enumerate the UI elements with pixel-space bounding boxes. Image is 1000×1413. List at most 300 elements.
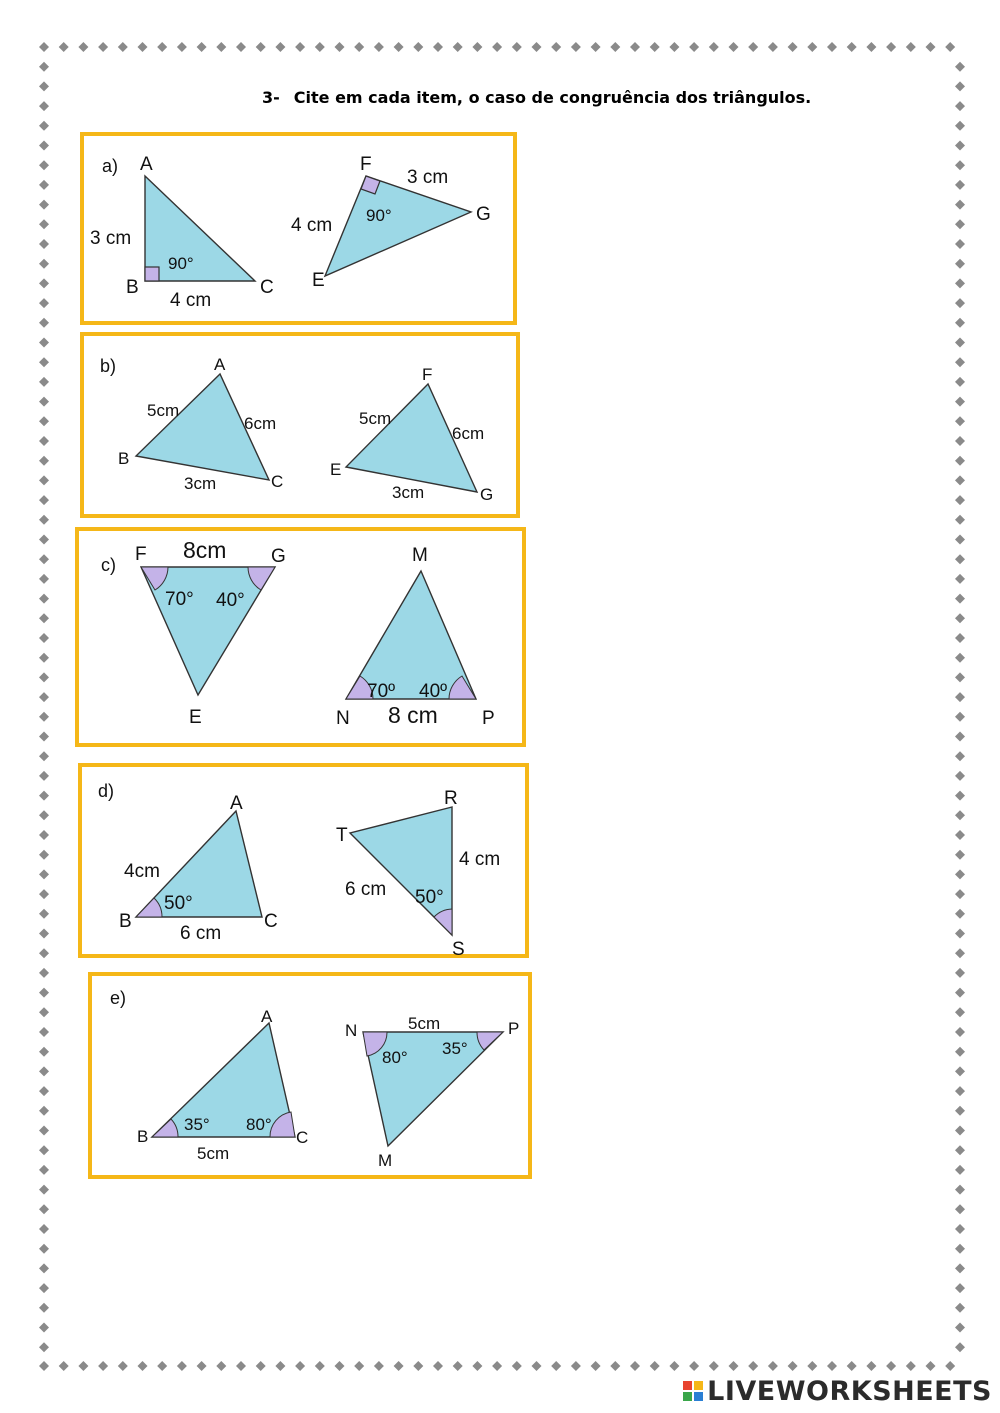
frame-diamond (98, 42, 108, 52)
frame-diamond (492, 42, 502, 52)
frame-diamond (955, 160, 965, 170)
frame-diamond (39, 771, 49, 781)
frame-diamond (118, 1361, 128, 1371)
frame-diamond (955, 810, 965, 820)
frame-diamond (295, 42, 305, 52)
frame-diamond (807, 1361, 817, 1371)
frame-diamond (945, 42, 955, 52)
frame-diamond (955, 929, 965, 939)
angle-b-label: 90° (168, 254, 194, 273)
frame-diamond (955, 1126, 965, 1136)
frame-diamond (847, 42, 857, 52)
frame-diamond (295, 1361, 305, 1371)
frame-diamond (955, 1165, 965, 1175)
vertex-e: E (312, 270, 325, 291)
vertex-g: G (476, 204, 491, 225)
frame-diamond (275, 42, 285, 52)
frame-diamond (39, 200, 49, 210)
item-d-box (78, 763, 529, 958)
angle-f-label: 90° (366, 206, 392, 225)
frame-diamond (955, 732, 965, 742)
vertex-m: M (412, 545, 428, 566)
right-angle-mark (145, 267, 159, 281)
frame-diamond (394, 42, 404, 52)
frame-diamond (955, 554, 965, 564)
vertex-c: C (260, 277, 274, 298)
vertex-f: F (422, 365, 433, 384)
angle-n-label: 70º (367, 681, 396, 702)
frame-diamond (955, 1323, 965, 1333)
frame-diamond (955, 771, 965, 781)
side-fg-label: 3 cm (407, 167, 449, 188)
frame-diamond (827, 42, 837, 52)
frame-diamond (39, 298, 49, 308)
frame-diamond (729, 42, 739, 52)
frame-diamond (39, 535, 49, 545)
frame-diamond (39, 732, 49, 742)
frame-diamond (955, 672, 965, 682)
item-c-box (75, 527, 526, 747)
frame-diamond (39, 988, 49, 998)
side-bc-label: 6 cm (180, 923, 222, 944)
frame-diamond (532, 42, 542, 52)
frame-diamond (955, 535, 965, 545)
frame-diamond (955, 1027, 965, 1037)
frame-diamond (748, 1361, 758, 1371)
frame-diamond (354, 1361, 364, 1371)
liveworksheets-wordmark: LIVEWORKSHEETS (707, 1375, 992, 1407)
frame-diamond (98, 1361, 108, 1371)
frame-diamond (177, 42, 187, 52)
vertex-s: S (452, 939, 465, 960)
frame-diamond (39, 1342, 49, 1352)
frame-diamond (955, 1106, 965, 1116)
frame-diamond (39, 141, 49, 151)
frame-diamond (472, 42, 482, 52)
frame-diamond (335, 1361, 345, 1371)
frame-diamond (39, 653, 49, 663)
frame-diamond (591, 42, 601, 52)
frame-diamond (39, 121, 49, 131)
frame-diamond (39, 219, 49, 229)
angle-n-label: 80° (382, 1048, 408, 1067)
frame-diamond (39, 397, 49, 407)
frame-diamond (39, 1244, 49, 1254)
vertex-a: A (230, 793, 243, 814)
vertex-a: A (214, 355, 226, 374)
frame-diamond (650, 1361, 660, 1371)
frame-diamond (955, 318, 965, 328)
side-fe-label: 4 cm (291, 215, 333, 236)
frame-diamond (433, 1361, 443, 1371)
frame-diamond (39, 515, 49, 525)
frame-diamond (866, 1361, 876, 1371)
frame-diamond (955, 377, 965, 387)
frame-diamond (39, 909, 49, 919)
liveworksheets-mark-icon (683, 1381, 703, 1401)
frame-diamond (955, 850, 965, 860)
vertex-n: N (336, 708, 350, 729)
frame-diamond (39, 948, 49, 958)
frame-diamond (788, 42, 798, 52)
side-bc-label: 4 cm (170, 290, 212, 311)
angle-s-label: 50° (415, 887, 444, 908)
side-fg-label: 8cm (183, 537, 227, 563)
vertex-r: R (444, 788, 458, 809)
frame-diamond (886, 1361, 896, 1371)
frame-diamond (955, 475, 965, 485)
vertex-c: C (296, 1128, 309, 1147)
vertex-g: G (480, 485, 494, 504)
frame-diamond (945, 1361, 955, 1371)
frame-diamond (955, 1263, 965, 1273)
frame-diamond (39, 1066, 49, 1076)
vertex-g: G (271, 546, 286, 567)
frame-diamond (955, 121, 965, 131)
frame-diamond (709, 42, 719, 52)
frame-diamond (955, 239, 965, 249)
frame-diamond (669, 1361, 679, 1371)
item-b-box (80, 332, 520, 518)
side-eg-label: 3cm (392, 483, 425, 502)
frame-diamond (354, 42, 364, 52)
vertex-a: A (140, 154, 153, 175)
side-ab-label: 5cm (147, 401, 180, 420)
frame-diamond (955, 278, 965, 288)
frame-diamond (39, 160, 49, 170)
frame-diamond (669, 42, 679, 52)
frame-diamond (955, 791, 965, 801)
frame-diamond (39, 968, 49, 978)
frame-diamond (748, 42, 758, 52)
frame-diamond (955, 1007, 965, 1017)
frame-diamond (453, 1361, 463, 1371)
frame-diamond (335, 42, 345, 52)
frame-diamond (39, 101, 49, 111)
frame-diamond (630, 42, 640, 52)
frame-diamond (39, 1126, 49, 1136)
frame-diamond (512, 42, 522, 52)
frame-diamond (236, 1361, 246, 1371)
frame-diamond (39, 338, 49, 348)
frame-diamond (955, 357, 965, 367)
vertex-c: C (264, 911, 278, 932)
frame-diamond (39, 1303, 49, 1313)
vertex-p: P (508, 1019, 520, 1038)
frame-diamond (39, 377, 49, 387)
frame-diamond (39, 692, 49, 702)
frame-diamond (955, 416, 965, 426)
frame-diamond (39, 889, 49, 899)
triangle-fge (325, 176, 471, 276)
frame-diamond (768, 1361, 778, 1371)
frame-diamond (197, 42, 207, 52)
frame-diamond (39, 751, 49, 761)
frame-diamond (39, 1086, 49, 1096)
frame-diamond (39, 613, 49, 623)
vertex-t: T (336, 825, 348, 846)
frame-diamond (492, 1361, 502, 1371)
frame-diamond (39, 1185, 49, 1195)
side-ts-label: 6 cm (345, 879, 387, 900)
vertex-b: B (137, 1127, 149, 1146)
frame-diamond (955, 692, 965, 702)
liveworksheets-logo (683, 1375, 992, 1407)
frame-diamond (955, 101, 965, 111)
frame-diamond (788, 1361, 798, 1371)
frame-diamond (955, 1342, 965, 1352)
vertex-e: E (189, 707, 202, 728)
frame-diamond (39, 1047, 49, 1057)
frame-diamond (256, 1361, 266, 1371)
frame-diamond (955, 298, 965, 308)
vertex-b: B (118, 449, 130, 468)
side-ac-label: 6cm (244, 414, 277, 433)
frame-diamond (955, 200, 965, 210)
frame-diamond (39, 62, 49, 72)
item-c-label: c) (101, 555, 116, 575)
frame-diamond (39, 475, 49, 485)
frame-diamond (374, 42, 384, 52)
frame-diamond (591, 1361, 601, 1371)
frame-diamond (216, 42, 226, 52)
frame-diamond (512, 1361, 522, 1371)
frame-diamond (955, 968, 965, 978)
frame-diamond (926, 42, 936, 52)
frame-diamond (39, 436, 49, 446)
frame-diamond (955, 397, 965, 407)
frame-diamond (955, 81, 965, 91)
frame-diamond (39, 239, 49, 249)
angle-b-label: 35° (184, 1115, 210, 1134)
frame-diamond (39, 357, 49, 367)
angle-f-label: 70° (165, 589, 194, 610)
frame-diamond (39, 278, 49, 288)
frame-diamond (955, 1185, 965, 1195)
frame-diamond (729, 1361, 739, 1371)
frame-diamond (955, 456, 965, 466)
frame-diamond (118, 42, 128, 52)
frame-diamond (39, 1323, 49, 1333)
frame-diamond (78, 1361, 88, 1371)
frame-diamond (955, 594, 965, 604)
frame-diamond (551, 42, 561, 52)
frame-diamond (955, 751, 965, 761)
frame-diamond (39, 495, 49, 505)
frame-diamond (39, 1204, 49, 1214)
frame-diamond (275, 1361, 285, 1371)
frame-diamond (59, 42, 69, 52)
frame-diamond (39, 672, 49, 682)
frame-diamond (610, 1361, 620, 1371)
vertex-m: M (378, 1151, 393, 1170)
frame-diamond (39, 1145, 49, 1155)
vertex-f: F (360, 154, 372, 175)
frame-diamond (197, 1361, 207, 1371)
vertex-f: F (135, 544, 147, 565)
frame-diamond (955, 1204, 965, 1214)
frame-diamond (177, 1361, 187, 1371)
angle-b-label: 50° (164, 893, 193, 914)
frame-diamond (955, 141, 965, 151)
exercise-heading (262, 88, 882, 107)
frame-diamond (413, 1361, 423, 1371)
vertex-n: N (345, 1021, 358, 1040)
frame-diamond (866, 42, 876, 52)
frame-diamond (39, 1027, 49, 1037)
vertex-b: B (126, 277, 139, 298)
frame-diamond (39, 869, 49, 879)
vertex-b: B (119, 911, 132, 932)
frame-diamond (138, 1361, 148, 1371)
frame-diamond (955, 1224, 965, 1234)
frame-diamond (571, 42, 581, 52)
side-bc-label: 5cm (197, 1144, 230, 1163)
frame-diamond (551, 1361, 561, 1371)
triangle-fge (141, 567, 275, 695)
frame-diamond (955, 712, 965, 722)
exercise-instruction: Cite em cada item, o caso de congruência dos triângulos. (293, 88, 812, 107)
angle-p-label: 35° (442, 1039, 468, 1058)
frame-diamond (39, 554, 49, 564)
frame-diamond (39, 1263, 49, 1273)
frame-diamond (807, 42, 817, 52)
frame-diamond (955, 338, 965, 348)
frame-diamond (39, 456, 49, 466)
item-e-label: e) (110, 988, 127, 1008)
frame-diamond (768, 42, 778, 52)
vertex-c: C (271, 472, 284, 491)
frame-diamond (955, 613, 965, 623)
frame-diamond (955, 1145, 965, 1155)
frame-diamond (39, 81, 49, 91)
frame-diamond (847, 1361, 857, 1371)
item-b-label: b) (100, 356, 117, 376)
frame-diamond (955, 1283, 965, 1293)
item-a-box (80, 132, 517, 325)
frame-diamond (394, 1361, 404, 1371)
side-ab-label: 3 cm (90, 228, 132, 249)
frame-diamond (472, 1361, 482, 1371)
frame-diamond (955, 1244, 965, 1254)
frame-diamond (39, 1106, 49, 1116)
angle-p-label: 40º (419, 681, 448, 702)
frame-diamond (39, 830, 49, 840)
side-rs-label: 4 cm (459, 849, 501, 870)
frame-diamond (955, 653, 965, 663)
frame-diamond (650, 42, 660, 52)
frame-diamond (39, 180, 49, 190)
frame-diamond (955, 1066, 965, 1076)
frame-diamond (955, 830, 965, 840)
frame-diamond (157, 42, 167, 52)
exercise-number: 3- (262, 88, 280, 107)
frame-diamond (59, 1361, 69, 1371)
frame-diamond (709, 1361, 719, 1371)
item-a-label: a) (102, 156, 119, 176)
frame-diamond (955, 909, 965, 919)
frame-diamond (39, 594, 49, 604)
frame-diamond (39, 1361, 49, 1371)
side-fe-label: 5cm (359, 409, 392, 428)
frame-diamond (926, 1361, 936, 1371)
frame-diamond (689, 1361, 699, 1371)
side-np-label: 5cm (408, 1014, 441, 1033)
frame-diamond (39, 1007, 49, 1017)
frame-diamond (39, 318, 49, 328)
frame-diamond (39, 259, 49, 269)
frame-diamond (886, 42, 896, 52)
frame-diamond (955, 988, 965, 998)
frame-diamond (955, 1086, 965, 1096)
frame-diamond (955, 180, 965, 190)
side-ab-label: 4cm (124, 861, 160, 882)
vertex-a: A (261, 1007, 273, 1026)
frame-diamond (39, 791, 49, 801)
frame-diamond (955, 574, 965, 584)
frame-diamond (955, 259, 965, 269)
frame-diamond (433, 42, 443, 52)
frame-diamond (955, 1303, 965, 1313)
frame-diamond (906, 42, 916, 52)
frame-diamond (955, 633, 965, 643)
frame-diamond (955, 219, 965, 229)
frame-diamond (827, 1361, 837, 1371)
frame-diamond (955, 515, 965, 525)
frame-diamond (955, 889, 965, 899)
frame-diamond (39, 633, 49, 643)
angle-c-label: 80° (246, 1115, 272, 1134)
frame-diamond (39, 850, 49, 860)
frame-diamond (571, 1361, 581, 1371)
item-d-label: d) (98, 781, 115, 801)
item-e-box (88, 972, 532, 1179)
frame-diamond (955, 436, 965, 446)
frame-diamond (453, 42, 463, 52)
triangle-abc (152, 1023, 295, 1137)
angle-g-label: 40° (216, 590, 245, 611)
frame-diamond (906, 1361, 916, 1371)
frame-diamond (39, 42, 49, 52)
triangle-abc (145, 176, 255, 281)
frame-diamond (39, 810, 49, 820)
frame-diamond (315, 1361, 325, 1371)
frame-diamond (413, 42, 423, 52)
vertex-p: P (482, 708, 495, 729)
frame-diamond (532, 1361, 542, 1371)
frame-diamond (256, 42, 266, 52)
frame-diamond (39, 416, 49, 426)
frame-diamond (955, 62, 965, 72)
frame-diamond (78, 42, 88, 52)
frame-diamond (39, 1283, 49, 1293)
frame-diamond (236, 42, 246, 52)
frame-diamond (955, 1047, 965, 1057)
side-fg-label: 6cm (452, 424, 485, 443)
frame-diamond (39, 1224, 49, 1234)
frame-diamond (39, 1165, 49, 1175)
frame-diamond (610, 42, 620, 52)
frame-diamond (315, 42, 325, 52)
side-np-label: 8 cm (388, 702, 438, 728)
vertex-e: E (330, 460, 342, 479)
side-bc-label: 3cm (184, 474, 217, 493)
frame-diamond (138, 42, 148, 52)
frame-diamond (374, 1361, 384, 1371)
frame-diamond (955, 495, 965, 505)
frame-diamond (955, 869, 965, 879)
frame-diamond (39, 574, 49, 584)
